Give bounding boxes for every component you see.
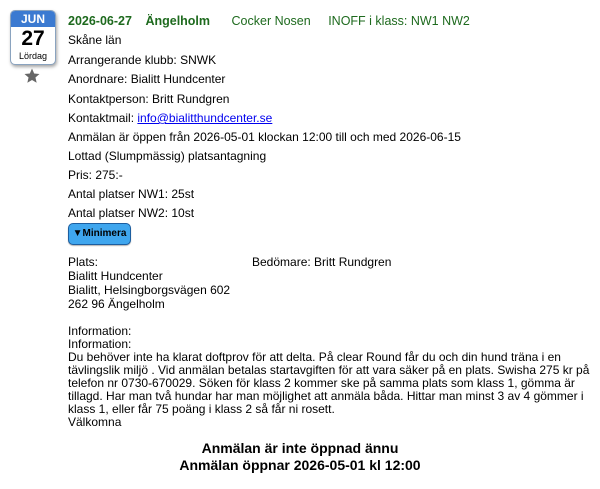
calendar-weekday: Lördag — [18, 51, 48, 61]
event-spots-nw2: Antal platser NW2: 10st — [68, 206, 195, 220]
event-price: Pris: 275:- — [68, 168, 123, 182]
event-classes: INOFF i klass: NW1 NW2 — [328, 14, 470, 28]
judge: Bedömare: Britt Rundgren — [252, 255, 392, 269]
contact-mail-label: Kontaktmail: — [68, 111, 138, 125]
event-breed: Cocker Nosen — [231, 14, 311, 28]
event-contact-mail — [68, 111, 272, 125]
event-date: 2026-06-27 — [68, 14, 132, 28]
location-line2: Bialitt, Helsingborgsvägen 602 — [68, 283, 231, 297]
information-label-1: Information: — [68, 324, 132, 338]
registration-status-line1: Anmälan är inte öppnad ännu — [201, 440, 399, 456]
star-icon[interactable] — [23, 67, 41, 85]
event-lottery: Lottad (Slumpmässig) platsantagning — [68, 149, 267, 163]
location-block — [68, 255, 230, 311]
event-club: Arrangerande klubb: SNWK — [68, 53, 217, 67]
information-closing: Välkomna — [68, 415, 122, 429]
location-line3: 262 96 Ängelholm — [68, 297, 165, 311]
calendar-day: 27 — [21, 27, 45, 50]
event-region: Skåne län — [68, 33, 122, 47]
information-block — [68, 325, 593, 429]
contact-mail-link[interactable]: info@bialitthundcenter.se — [137, 111, 273, 125]
calendar-month: JUN — [11, 11, 55, 27]
information-body: Du behöver inte ha klarat doftprov för att delta. På clear Round får du och din hund träna i en tävlingslik miljö . Vid anmälan betalas startavgiften för att vara säker på en plats. Swisha 275 kr på telefon nr 0730-670029. Söken för klass 2 kommer ske på samma plats som klass 1, gömma är tillagd. Har man två hundar har man möjlighet att anmäla båda. Hittar man minst 3 av 4 gömmer i klass 1, eller får 75 poäng i klass 2 så får ni rosett. — [68, 350, 590, 416]
information-label-2: Information: — [68, 337, 132, 351]
registration-status — [0, 440, 600, 474]
event-contact: Kontaktperson: Britt Rundgren — [68, 92, 230, 106]
event-header — [68, 14, 480, 28]
calendar-badge — [10, 10, 56, 65]
event-registration: Anmälan är öppen från 2026-05-01 klockan 12:00 till och med 2026-06-15 — [68, 130, 461, 144]
event-organizer: Anordnare: Bialitt Hundcenter — [68, 72, 226, 86]
location-label: Plats: — [68, 255, 99, 269]
event-spots-nw1: Antal platser NW1: 25st — [68, 187, 195, 201]
location-line1: Bialitt Hundcenter — [68, 269, 163, 283]
registration-status-line2: Anmälan öppnar 2026-05-01 kl 12:00 — [179, 457, 421, 473]
event-place: Ängelholm — [145, 14, 211, 28]
minimize-button[interactable]: ▼Minimera — [68, 223, 131, 245]
